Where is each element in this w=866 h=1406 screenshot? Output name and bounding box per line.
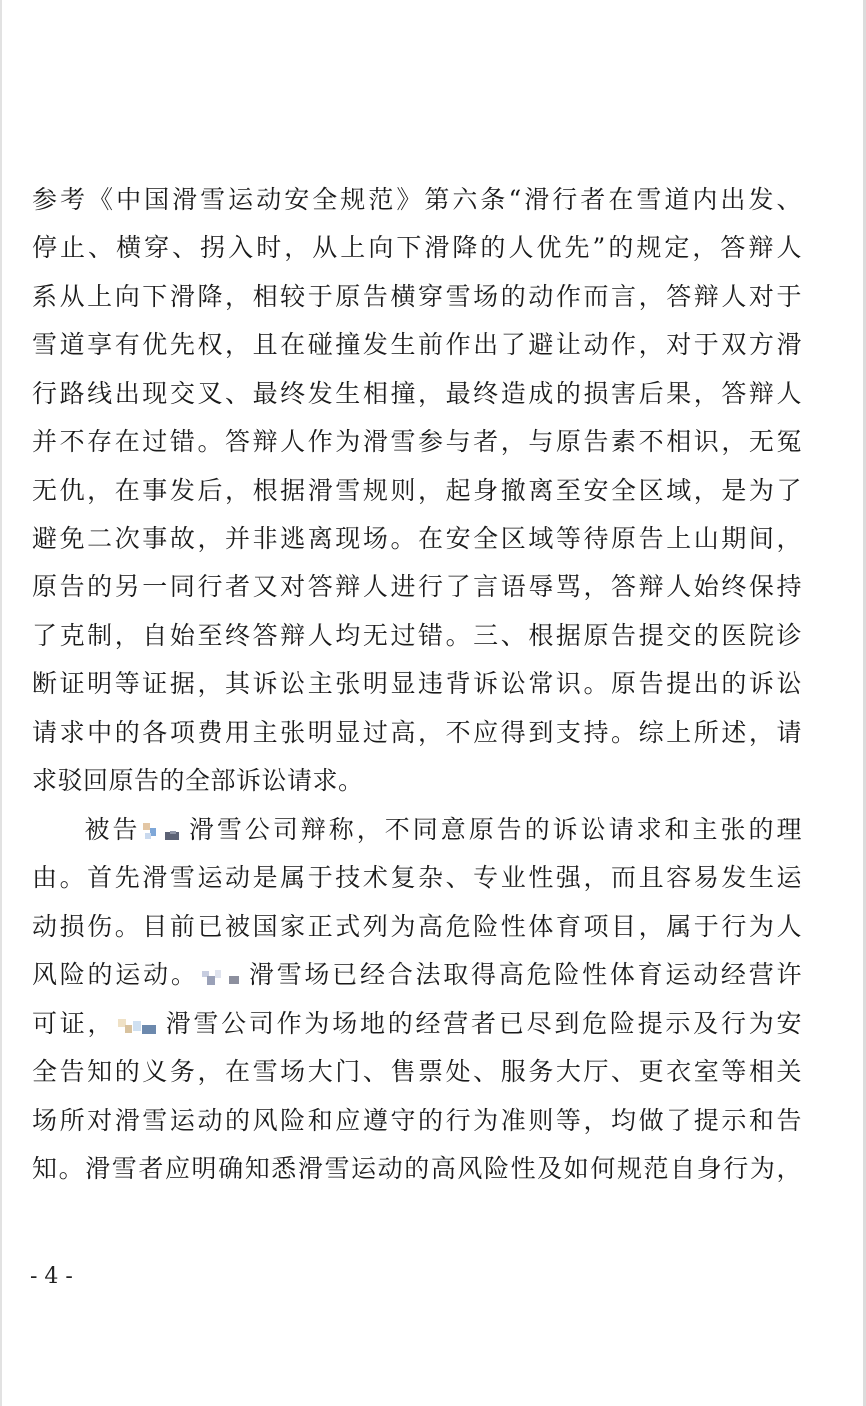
text-line: 场所对滑雪运动的风险和应遵守的行为准则等，均做了提示和告 (32, 1106, 802, 1135)
text-line: 无仇，在事发后，根据滑雪规则，起身撤离至安全区域，是为了 (32, 476, 802, 505)
redacted-name (143, 823, 183, 841)
text-line: 系从上向下滑降，相较于原告横穿雪场的动作而言，答辩人对于 (32, 282, 802, 311)
text-line: 知。滑雪者应明确知悉滑雪运动的高风险性及如何规范自身行为， (32, 1154, 802, 1183)
text-line (32, 955, 802, 995)
text-line: 全告知的义务，在雪场大门、售票处、服务大厅、更衣室等相关 (32, 1057, 802, 1086)
text-segment: 滑雪公司作为场地的经营者已尽到危险提示及行为安 (163, 1009, 802, 1038)
text-line (32, 810, 802, 850)
text-line: 避免二次事故，并非逃离现场。在安全区域等待原告上山期间， (32, 524, 802, 553)
text-segment: 滑雪场已经合法取得高危险性体育运动经营许 (246, 960, 802, 989)
text-line: 了克制，自始至终答辩人均无过错。三、根据原告提交的医院诊 (32, 621, 802, 650)
text-segment: 滑雪公司辩称，不同意原告的诉讼请求和主张的理 (186, 815, 802, 844)
text-line: 求驳回原告的全部诉讼请求。 (32, 766, 364, 795)
redacted-name (118, 1017, 160, 1035)
text-line: 由。首先滑雪运动是属于技术复杂、专业性强，而且容易发生运 (32, 863, 802, 892)
text-line (32, 1004, 802, 1044)
redacted-name (202, 968, 244, 986)
page-number: - 4 - (30, 1264, 73, 1289)
text-segment: 被告 (82, 815, 141, 844)
text-line: 动损伤。目前已被国家正式列为高危险性体育项目，属于行为人 (32, 912, 802, 941)
text-line: 雪道享有优先权，且在碰撞发生前作出了避让动作，对于双方滑 (32, 330, 802, 359)
text-line: 断证明等证据，其诉讼主张明显违背诉讼常识。原告提出的诉讼 (32, 669, 802, 698)
text-line: 原告的另一同行者又对答辩人进行了言语辱骂，答辩人始终保持 (32, 572, 802, 601)
text-line: 参考《中国滑雪运动安全规范》第六条“滑行者在雪道内出发、 (32, 185, 802, 214)
text-segment: 可证， (32, 1009, 116, 1038)
text-line: 行路线出现交叉、最终发生相撞，最终造成的损害后果，答辩人 (32, 379, 802, 408)
text-segment: 风险的运动。 (32, 960, 199, 989)
text-line: 请求中的各项费用主张明显过高，不应得到支持。综上所述，请 (32, 718, 802, 747)
page-left-edge (0, 0, 2, 1406)
text-line: 停止、横穿、拐入时，从上向下滑降的人优先”的规定，答辩人 (32, 233, 802, 262)
text-line: 并不存在过错。答辩人作为滑雪参与者，与原告素不相识，无冤 (32, 427, 802, 456)
